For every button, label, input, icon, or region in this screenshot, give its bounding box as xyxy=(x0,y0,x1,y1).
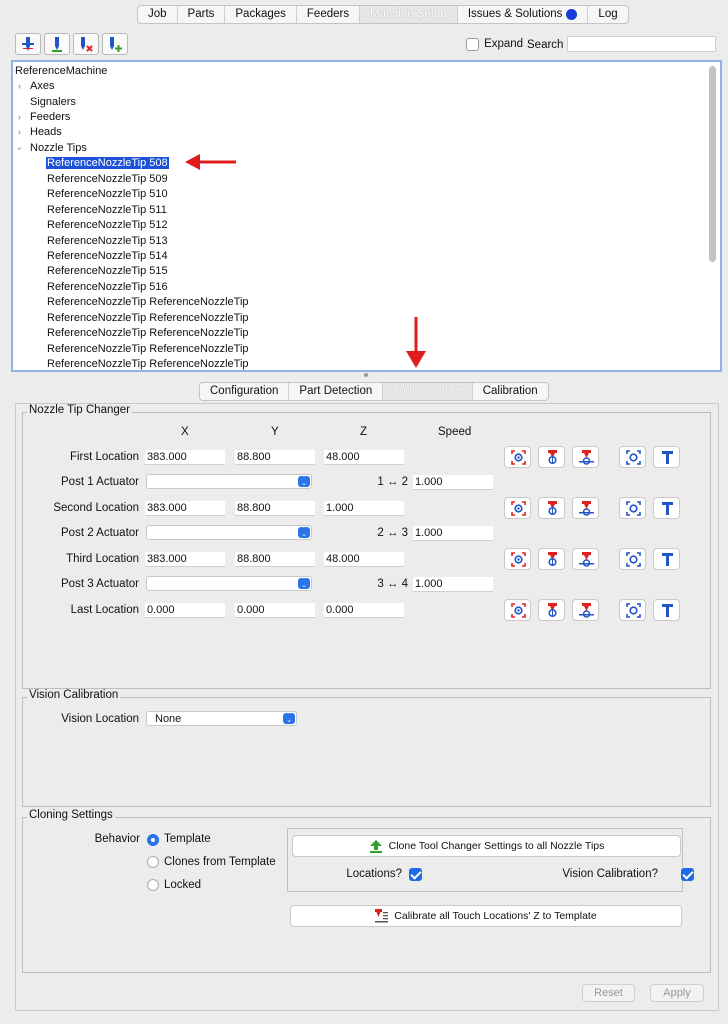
nozzle-position-icon xyxy=(660,450,675,465)
position-camera-button[interactable] xyxy=(619,548,646,570)
camera-capture-icon xyxy=(511,603,526,618)
nozzle-z-icon xyxy=(579,552,594,567)
remove-icon xyxy=(78,36,94,53)
capture-camera-location-button[interactable] xyxy=(504,599,531,621)
second-location-z-input[interactable]: 1.000 xyxy=(324,501,404,516)
post1-actuator-label: Post 1 Actuator xyxy=(61,476,139,488)
nozzle-capture-icon xyxy=(545,603,560,618)
tree-node-label: Axes xyxy=(30,80,55,92)
nozzle-capture-icon xyxy=(545,501,560,516)
last-location-x-input[interactable]: 0.000 xyxy=(145,603,225,618)
tree-item-nozzle-tip[interactable]: ReferenceNozzleTip ReferenceNozzleTip xyxy=(47,296,249,308)
clone-button-label: Clone Tool Changer Settings to all Nozzle Tips xyxy=(388,840,605,852)
speed-3-4-label: 3 ↔ 4 xyxy=(377,578,408,590)
position-tool-button[interactable] xyxy=(653,497,680,519)
nozzle-position-icon xyxy=(660,552,675,567)
tab-configuration[interactable]: Configuration xyxy=(200,383,289,400)
apply-button[interactable]: Apply xyxy=(650,984,704,1002)
search-input[interactable] xyxy=(567,36,716,52)
tree-node-signalers[interactable]: Signalers xyxy=(30,96,76,108)
annotation-arrow-down-icon xyxy=(403,315,429,370)
capture-tool-location-button[interactable] xyxy=(538,548,565,570)
clone-settings-button[interactable] xyxy=(292,835,681,857)
search-label: Search xyxy=(527,39,564,51)
vision-location-label: Vision Location xyxy=(61,713,139,725)
position-camera-button[interactable] xyxy=(619,599,646,621)
panel-title: Cloning Settings xyxy=(29,809,113,821)
tab-tool-changer[interactable]: Tool Changer xyxy=(383,383,472,400)
nozzle-position-icon xyxy=(660,603,675,618)
second-location-label: Second Location xyxy=(53,502,139,514)
nozzle-z-icon xyxy=(579,603,594,618)
vision-calibration-label: Vision Calibration? xyxy=(562,868,658,880)
tree-node-feeders[interactable] xyxy=(13,110,70,125)
tree-node-axes[interactable] xyxy=(13,79,54,94)
calibrate-z-icon xyxy=(375,909,388,923)
calibrate-button-label: Calibrate all Touch Locations' Z to Template xyxy=(394,910,597,922)
remove-nozzle-button[interactable] xyxy=(73,33,99,55)
tree-item-nozzle-tip[interactable]: ReferenceNozzleTip ReferenceNozzleTip xyxy=(47,358,249,370)
tree-item-nozzle-tip[interactable]: ReferenceNozzleTip 516 xyxy=(47,281,168,293)
machine-tree[interactable] xyxy=(11,60,722,372)
camera-position-icon xyxy=(626,552,641,567)
capture-tool-location-button[interactable] xyxy=(538,599,565,621)
tree-item-nozzle-tip[interactable]: ReferenceNozzleTip 509 xyxy=(47,173,168,185)
header-x: X xyxy=(181,426,189,438)
tree-item-nozzle-tip[interactable]: ReferenceNozzleTip 513 xyxy=(47,235,168,247)
tree-item-nozzle-tip[interactable]: ReferenceNozzleTip 512 xyxy=(47,219,168,231)
upload-arrow-icon xyxy=(369,840,383,853)
collapse-arrow-icon[interactable]: › xyxy=(15,147,25,150)
tree-node-label: Heads xyxy=(30,126,62,138)
header-speed: Speed xyxy=(438,426,472,438)
tree-node-label: Feeders xyxy=(30,111,71,123)
post3-actuator-select[interactable] xyxy=(146,576,312,591)
capture-tool-location-button[interactable] xyxy=(538,446,565,468)
post3-actuator-label: Post 3 Actuator xyxy=(61,578,139,590)
tab-feeders[interactable]: Feeders xyxy=(297,6,360,23)
tree-item-nozzle-tip[interactable]: ReferenceNozzleTip ReferenceNozzleTip xyxy=(47,327,249,339)
capture-camera-location-button[interactable] xyxy=(504,497,531,519)
expand-label: Expand xyxy=(484,38,524,51)
chevron-updown-icon: ⌃ ⌄ xyxy=(283,713,295,724)
capture-tool-z-button[interactable] xyxy=(572,446,599,468)
last-location-z-input[interactable]: 0.000 xyxy=(324,603,404,618)
tree-item-nozzle-tip[interactable]: ReferenceNozzleTip 514 xyxy=(47,250,168,262)
radio-clones-label: Clones from Template xyxy=(164,856,276,868)
tree-node-heads[interactable] xyxy=(13,125,62,140)
nozzle-z-icon xyxy=(579,450,594,465)
tree-item-nozzle-tip[interactable]: ReferenceNozzleTip 510 xyxy=(47,188,168,200)
position-tool-button[interactable] xyxy=(653,599,680,621)
first-location-z-input[interactable]: 48.000 xyxy=(324,450,404,465)
camera-position-icon xyxy=(626,450,641,465)
speed-1-2-input[interactable]: 1.000 xyxy=(413,475,493,490)
capture-camera-location-button[interactable] xyxy=(504,446,531,468)
tree-item-nozzle-tip[interactable]: ReferenceNozzleTip 515 xyxy=(47,265,168,277)
speed-1-2-label: 1 ↔ 2 xyxy=(377,476,408,488)
capture-camera-location-button[interactable] xyxy=(504,548,531,570)
main-tab-bar xyxy=(137,5,629,24)
second-location-y-input[interactable]: 88.800 xyxy=(235,501,315,516)
speed-2-3-label: 2 ↔ 3 xyxy=(377,527,408,539)
capture-tool-z-button[interactable] xyxy=(572,548,599,570)
radio-template[interactable] xyxy=(147,834,159,846)
third-location-z-input[interactable]: 48.000 xyxy=(324,552,404,567)
position-camera-button[interactable] xyxy=(619,497,646,519)
header-z: Z xyxy=(360,426,368,438)
status-dot-icon xyxy=(566,9,577,20)
tree-node-label: Nozzle Tips xyxy=(30,142,87,154)
calibrate-touch-locations-button[interactable] xyxy=(290,905,682,927)
chevron-updown-icon: ⌃ ⌄ xyxy=(298,476,310,487)
tree-scrollbar[interactable] xyxy=(709,66,716,262)
capture-tool-location-button[interactable] xyxy=(538,497,565,519)
tree-item-label: ReferenceNozzleTip 508 xyxy=(47,157,168,169)
tab-issues-solutions[interactable] xyxy=(458,6,589,23)
nozzle-tip-tab-bar xyxy=(199,382,549,401)
speed-2-3-input[interactable]: 1.000 xyxy=(413,526,493,541)
last-location-label: Last Location xyxy=(70,604,139,616)
panel-title: Vision Calibration xyxy=(29,689,119,701)
tree-root[interactable]: ReferenceMachine xyxy=(15,65,108,77)
first-location-y-input[interactable]: 88.800 xyxy=(235,450,315,465)
expand-arrow-icon[interactable]: › xyxy=(18,127,21,137)
vision-calibration-checkbox[interactable] xyxy=(681,868,694,881)
camera-position-icon xyxy=(626,501,641,516)
expand-toggle[interactable] xyxy=(466,38,523,51)
capture-tool-z-button[interactable] xyxy=(572,599,599,621)
post2-actuator-label: Post 2 Actuator xyxy=(61,527,139,539)
nozzle-capture-icon xyxy=(545,450,560,465)
splitter-handle[interactable] xyxy=(364,373,368,377)
tree-item-nozzle-tip-selected[interactable] xyxy=(46,156,169,171)
first-location-label: First Location xyxy=(69,451,139,463)
tab-part-detection[interactable]: Part Detection xyxy=(289,383,383,400)
speed-3-4-input[interactable]: 1.000 xyxy=(413,577,493,592)
third-location-y-input[interactable]: 88.800 xyxy=(235,552,315,567)
tab-machine-setup[interactable]: Machine Setup xyxy=(360,6,458,23)
nozzle-tool-button[interactable] xyxy=(15,33,41,55)
camera-capture-icon xyxy=(511,552,526,567)
panel-title: Nozzle Tip Changer xyxy=(29,404,130,416)
camera-capture-icon xyxy=(511,450,526,465)
first-location-x-input[interactable]: 383.000 xyxy=(145,450,225,465)
locations-label: Locations? xyxy=(346,868,402,880)
tree-item-nozzle-tip[interactable]: ReferenceNozzleTip 511 xyxy=(47,204,167,216)
nozzle-position-icon xyxy=(660,501,675,516)
header-y: Y xyxy=(271,426,279,438)
position-camera-button[interactable] xyxy=(619,446,646,468)
radio-locked[interactable] xyxy=(147,879,159,891)
tab-packages[interactable]: Packages xyxy=(225,6,297,23)
add-icon xyxy=(107,36,123,53)
locations-checkbox[interactable] xyxy=(409,868,422,881)
radio-clones-from-template[interactable] xyxy=(147,856,159,868)
vision-location-select[interactable] xyxy=(146,711,297,726)
camera-position-icon xyxy=(626,603,641,618)
camera-capture-icon xyxy=(511,501,526,516)
position-tool-button[interactable] xyxy=(653,548,680,570)
add-nozzle-button[interactable] xyxy=(102,33,128,55)
radio-template-label: Template xyxy=(164,833,211,845)
tab-job[interactable]: Job xyxy=(138,6,178,23)
last-location-y-input[interactable]: 0.000 xyxy=(235,603,315,618)
expand-checkbox[interactable] xyxy=(466,38,479,51)
position-tool-button[interactable] xyxy=(653,446,680,468)
radio-locked-label: Locked xyxy=(164,879,202,891)
post2-actuator-select[interactable] xyxy=(146,525,312,540)
post1-actuator-select[interactable] xyxy=(146,474,312,489)
nozzle-green-icon xyxy=(49,36,65,53)
nozzle-z-icon xyxy=(579,501,594,516)
nozzle-capture-icon xyxy=(545,552,560,567)
reset-button[interactable]: Reset xyxy=(582,984,635,1002)
expand-arrow-icon[interactable]: › xyxy=(18,112,21,122)
tab-issues-label: Issues & Solutions xyxy=(467,8,563,20)
nozzle-icon xyxy=(20,36,36,53)
tab-parts[interactable]: Parts xyxy=(178,6,226,23)
second-location-x-input[interactable]: 383.000 xyxy=(145,501,225,516)
tree-item-nozzle-tip[interactable]: ReferenceNozzleTip ReferenceNozzleTip xyxy=(47,343,249,355)
third-location-label: Third Location xyxy=(66,553,139,565)
chevron-updown-icon: ⌃ ⌄ xyxy=(298,527,310,538)
behavior-label: Behavior xyxy=(94,833,140,845)
combo-value: None xyxy=(155,713,182,725)
expand-arrow-icon[interactable]: › xyxy=(18,81,21,91)
tab-calibration[interactable]: Calibration xyxy=(482,385,538,397)
tree-node-nozzle-tips[interactable] xyxy=(13,141,87,156)
nozzle-down-button[interactable] xyxy=(44,33,70,55)
tree-item-nozzle-tip[interactable]: ReferenceNozzleTip ReferenceNozzleTip xyxy=(47,312,249,324)
annotation-arrow-left-icon xyxy=(183,151,238,173)
third-location-x-input[interactable]: 383.000 xyxy=(145,552,225,567)
capture-tool-z-button[interactable] xyxy=(572,497,599,519)
tab-log[interactable]: Log xyxy=(598,8,618,20)
chevron-updown-icon: ⌃ ⌄ xyxy=(298,578,310,589)
